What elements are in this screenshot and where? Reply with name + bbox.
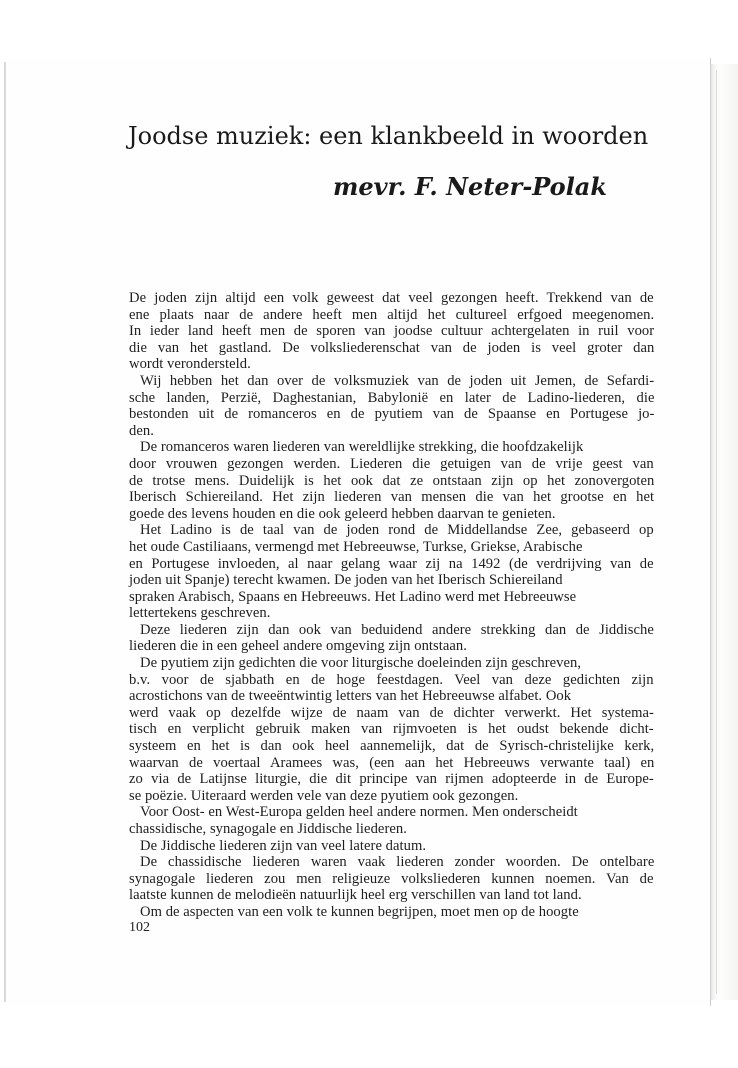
text-line: zo via de Latijnse liturgie, die dit principe van rijmen adopteerde in de Europe-: [129, 771, 654, 788]
page-stack-line: [716, 70, 717, 994]
text-line: chassidische, synagogale en Jiddische liederen.: [129, 821, 407, 837]
text-line: De Jiddische liederen zijn van veel latere datum.: [140, 837, 427, 854]
text-line: synagogale liederen zou men religieuze volksliederen kunnen noemen. Van de: [129, 870, 654, 887]
text-line: tisch en verplicht gebruik maken van rijmvoeten is het oudst bekende dicht-: [129, 721, 654, 738]
text-line: wordt verondersteld.: [129, 356, 251, 373]
text-line: joden uit Spanje) terecht kwamen. De joden van het Iberisch Schiereiland: [129, 572, 563, 589]
text-line: Wij hebben het dan over de volksmuziek van de joden uit Jemen, de Sefardi-: [140, 372, 655, 389]
page-edge: [4, 62, 6, 1002]
text-line: acrostichons van de tweeëntwintig letters van het Hebreeuwse alfabet. Ook: [129, 688, 572, 705]
text-line: Om de aspecten van een volk te kunnen begrijpen, moet men op de hoogte: [140, 903, 579, 920]
text-line: se poëzie. Uiteraard werden vele van deze pyutiem ook gezongen.: [129, 787, 519, 804]
text-line: De joden zijn altijd een volk geweest dat veel gezongen heeft. Trekkend van de: [129, 290, 654, 306]
text-line: In ieder land heeft men de sporen van joodse cultuur achtergelaten in ruil voor: [129, 323, 655, 340]
text-line: de trotse mens. Duidelijk is het ook dat ze ontstaan zijn op het zonovergoten: [129, 472, 655, 489]
text-line: De romanceros waren liederen van wereldlijke strekking, die hoofdzakelijk: [140, 439, 584, 456]
article-author: mevr. F. Neter-Polak: [333, 172, 607, 201]
text-line: De chassidische liederen waren vaak liederen zonder woorden. De ontelbare: [140, 854, 655, 871]
article-body: [129, 290, 654, 921]
text-line: spraken Arabisch, Spaans en Hebreeuws. Het Ladino werd met Hebreeuwse: [129, 588, 577, 605]
text-line: laatste kunnen de melodieën natuurlijk heel erg verschillen van land tot land.: [129, 887, 582, 904]
article-title: Joodse muziek: een klankbeeld in woorden: [128, 122, 649, 150]
text-line: goede des levens houden en die ook geleerd hebben daarvan te genieten.: [129, 505, 556, 522]
text-line: door vrouwen gezongen werden. Liederen die getuigen van de vrije geest van: [129, 455, 654, 472]
text-line: en Portugese invloeden, al naar gelang waar zij na 1492 (de verdrijving van de: [129, 555, 654, 572]
text-line: Het Ladino is de taal van de joden rond de Middellandse Zee, gebaseerd op: [140, 522, 654, 539]
text-line: ene plaats naar de andere heeft men altijd het cultureel erfgoed meegenomen.: [129, 306, 655, 323]
text-line: het oude Castiliaans, vermengd met Hebreeuwse, Turkse, Griekse, Arabische: [129, 538, 583, 555]
text-line: werd vaak op dezelfde wijze de naam van de dichter verwerkt. Het systema-: [129, 704, 654, 721]
text-line: bestonden uit de romanceros en de pyutiem van de Spaanse en Portugese jo-: [129, 406, 655, 423]
text-line: die van het gastland. De volksliederenschat van de joden is veel groter dan: [129, 339, 655, 356]
text-line: Iberisch Schiereiland. Het zijn liederen van mensen die van het grootse en het: [129, 489, 655, 506]
text-line: b.v. voor de sjabbath en de hoge feestdagen. Veel van deze gedichten zijn: [129, 671, 654, 688]
text-line: Voor Oost- en West-Europa gelden heel andere normen. Men onderscheidt: [140, 804, 578, 821]
text-line: systeem en het is dan ook heel aannemelijk, dat de Syrisch-christelijke kerk,: [129, 738, 655, 755]
text-line: den.: [129, 422, 154, 439]
page-number: 102: [129, 920, 150, 935]
text-line: lettertekens geschreven.: [129, 605, 271, 622]
text-line: liederen die in een geheel andere omgeving zijn ontstaan.: [129, 638, 467, 655]
text-line: De pyutiem zijn gedichten die voor liturgische doeleinden zijn geschreven,: [140, 655, 582, 672]
text-line: Deze liederen zijn dan ook van beduidend andere strekking dan de Jiddische: [140, 621, 654, 638]
text-line: waarvan de voertaal Aramees was, (een aan het Hebreeuws verwante taal) en: [129, 754, 655, 771]
text-line: sche landen, Perzië, Daghestanian, Babylonië en later de Ladino-liederen, die: [129, 389, 655, 406]
